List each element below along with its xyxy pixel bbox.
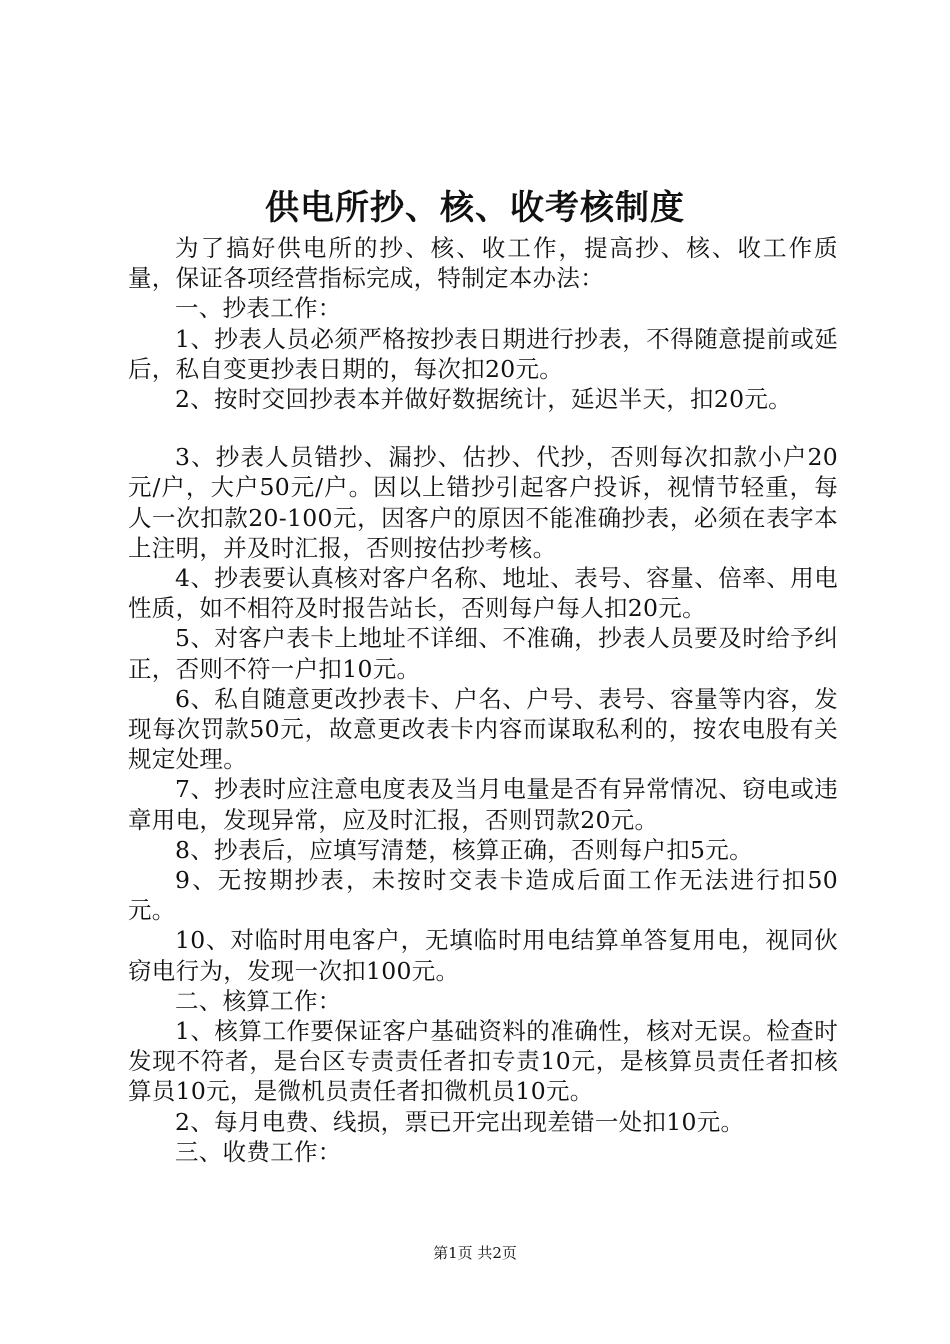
rule-paragraph: 1、核算工作要保证客户基础资料的准确性，核对无误。检查时发现不符者，是台区专责责任者扣专责10元，是核算员责任者扣核算员10元，是微机员责任者扣微机员10元。 [128,1017,838,1106]
rule-paragraph: 3、抄表人员错抄、漏抄、估抄、代抄，否则每次扣款小户20元/户，大户50元/户。因以上错抄引起客户投诉，视情节轻重，每人一次扣款20-100元，因客户的原因不能准确抄表，必须在表字本上注明，并及时汇报，否则按估抄考核。 [128,443,838,562]
rule-paragraph: 4、抄表要认真核对客户名称、地址、表号、容量、倍率、用电性质，如不相符及时报告站长，否则每户每人扣20元。 [128,564,838,623]
section-heading-fee-collection: 三、收费工作： [175,1137,342,1166]
rule-paragraph: 10、对临时用电客户，无填临时用电结算单答复用电，视同伙窃电行为，发现一次扣100元。 [128,926,838,985]
rule-paragraph: 1、抄表人员必须严格按抄表日期进行抄表，不得随意提前或延后，私自变更抄表日期的，每次扣20元。 [128,324,838,383]
section-heading-meter-reading: 一、抄表工作： [175,294,342,323]
page-footer: 第1页 共2页 [433,1244,517,1262]
rule-paragraph: 8、抄表后，应填写清楚，核算正确，否则每户扣5元。 [175,835,753,864]
document-title: 供电所抄、核、收考核制度 [265,188,685,228]
rule-paragraph: 5、对客户表卡上地址不详细、不准确，抄表人员要及时给予纠正，否则不符一户扣10元。 [128,624,838,683]
rule-paragraph: 2、每月电费、线损，票已开完出现差错一处扣10元。 [175,1107,745,1136]
rule-paragraph: 6、私自随意更改抄表卡、户名、户号、表号、容量等内容，发现每次罚款50元，故意更改表卡内容而谋取私利的，按农电股有关规定处理。 [128,684,838,774]
section-heading-accounting: 二、核算工作： [175,986,342,1015]
intro-paragraph: 为了搞好供电所的抄、核、收工作，提高抄、核、收工作质量，保证各项经营指标完成，特制定本办法： [128,234,838,293]
rule-paragraph: 7、抄表时应注意电度表及当月电量是否有异常情况、窃电或违章用电，发现异常，应及时汇报，否则罚款20元。 [128,775,838,834]
rule-paragraph: 2、按时交回抄表本并做好数据统计，延迟半天，扣20元。 [175,385,792,414]
rule-paragraph: 9、无按期抄表，未按时交表卡造成后面工作无法进行扣50元。 [128,866,838,925]
document-body [128,233,838,1167]
